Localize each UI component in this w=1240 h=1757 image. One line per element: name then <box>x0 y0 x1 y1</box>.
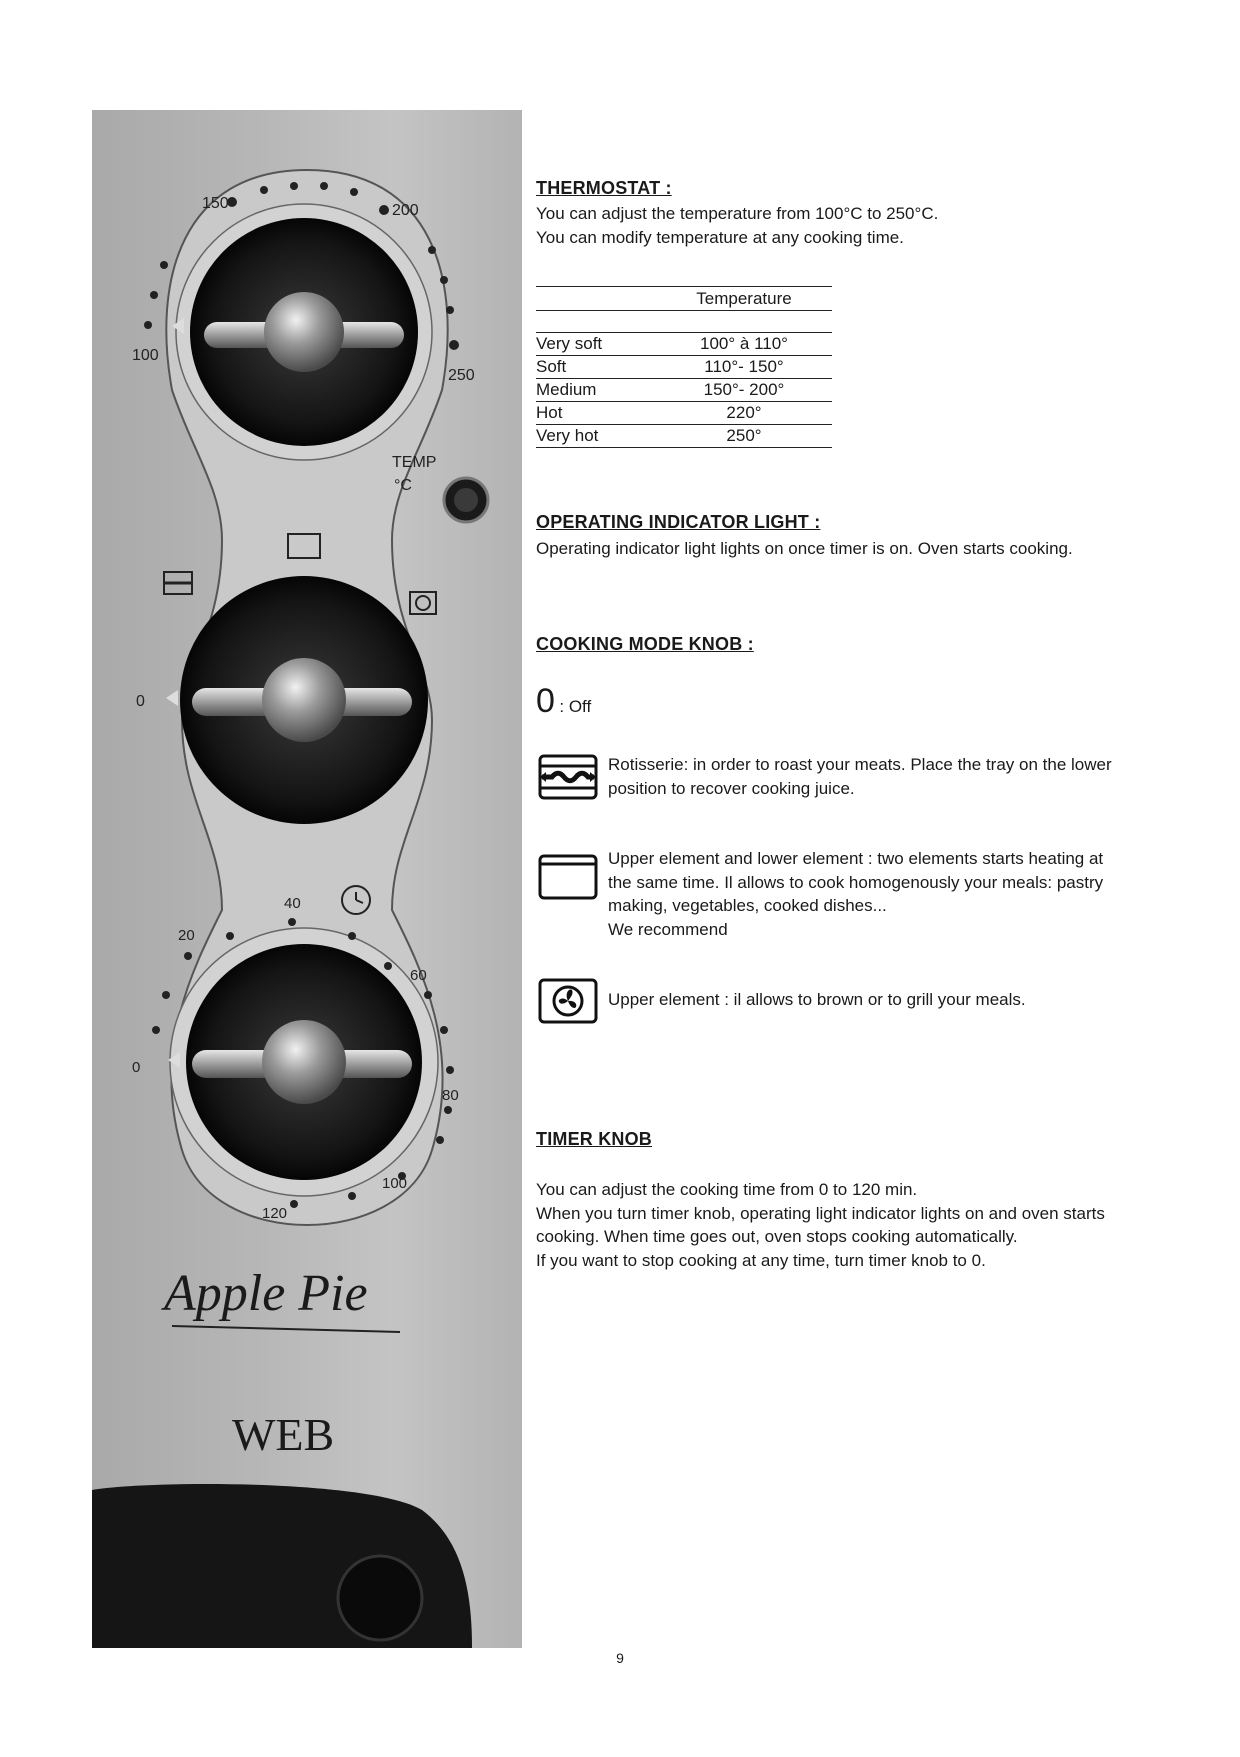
timer-tick-120: 120 <box>262 1205 288 1222</box>
temp-label: TEMP <box>392 454 437 471</box>
table-row <box>536 356 832 379</box>
timer-tick-100: 100 <box>382 1175 408 1192</box>
rotisserie-text: Rotisserie: in order to roast your meats. Place the tray on the lower position to recover cooking juice. <box>608 755 1112 798</box>
upper-element-text: Upper element : il allows to brown or to grill your meals. <box>608 990 1026 1009</box>
timer-tick-40: 40 <box>284 895 301 912</box>
timer-text: You can adjust the cooking time from 0 to 120 min. When you turn timer knob, operating light indicator lights on and oven starts cooking. When time goes out, oven stops cooking automatically. If you want to stop cooking at any time, turn timer knob to 0. <box>536 1180 1105 1270</box>
indicator-text: Operating indicator light lights on once timer is on. Oven starts cooking. <box>536 539 1073 558</box>
row-label: Soft <box>536 356 656 379</box>
thermo-tick-150: 150 <box>202 195 229 212</box>
mode-off-label: : Off <box>559 697 592 716</box>
temp-unit: °C <box>394 477 412 494</box>
row-value: 250° <box>656 425 832 448</box>
thermostat-text: You can adjust the temperature from 100°C to 250°C. You can modify temperature at any cooking time. <box>536 204 939 247</box>
timer-heading: TIMER KNOB <box>536 1129 652 1149</box>
mode-off-symbol: 0 <box>536 682 555 720</box>
row-value: 100° à 110° <box>656 333 832 356</box>
thermo-tick-250: 250 <box>448 367 475 384</box>
table-row <box>536 425 832 448</box>
mode-off-row <box>536 682 591 721</box>
timer-tick-0: 0 <box>132 1059 141 1076</box>
upper-lower-element-icon <box>538 854 598 900</box>
timer-tick-80: 80 <box>442 1087 459 1104</box>
timer-tick-60: 60 <box>410 967 427 984</box>
brand-logo: WEB <box>232 1409 335 1460</box>
brand-name: Apple Pie <box>164 1265 368 1322</box>
row-label: Hot <box>536 402 656 425</box>
row-label: Very hot <box>536 425 656 448</box>
table-row <box>536 402 832 425</box>
row-value: 220° <box>656 402 832 425</box>
thermo-tick-200: 200 <box>392 202 419 219</box>
rotisserie-icon <box>538 754 598 800</box>
row-label: Very soft <box>536 333 656 356</box>
page-number: 9 <box>616 1650 624 1666</box>
mode-tick-0: 0 <box>136 693 145 710</box>
thermo-tick-100: 100 <box>132 347 159 364</box>
temperature-table <box>536 286 832 448</box>
table-row <box>536 379 832 402</box>
row-value: 110°- 150° <box>656 356 832 379</box>
upper-lower-text: Upper element and lower element : two elements starts heating at the same time. Il allows to cook homogenously your meals: pastry making, vegetables, cooked dishes... We recommend <box>608 849 1104 939</box>
upper-element-fan-icon <box>538 978 598 1024</box>
indicator-heading: OPERATING INDICATOR LIGHT : <box>536 512 821 532</box>
thermostat-heading: THERMOSTAT : <box>536 178 672 198</box>
row-value: 150°- 200° <box>656 379 832 402</box>
row-label: Medium <box>536 379 656 402</box>
timer-tick-20: 20 <box>178 927 195 944</box>
temperature-table-header: Temperature <box>656 287 832 311</box>
table-row <box>536 333 832 356</box>
oven-control-panel-photo <box>92 110 522 1648</box>
cooking-mode-heading: COOKING MODE KNOB : <box>536 634 754 654</box>
